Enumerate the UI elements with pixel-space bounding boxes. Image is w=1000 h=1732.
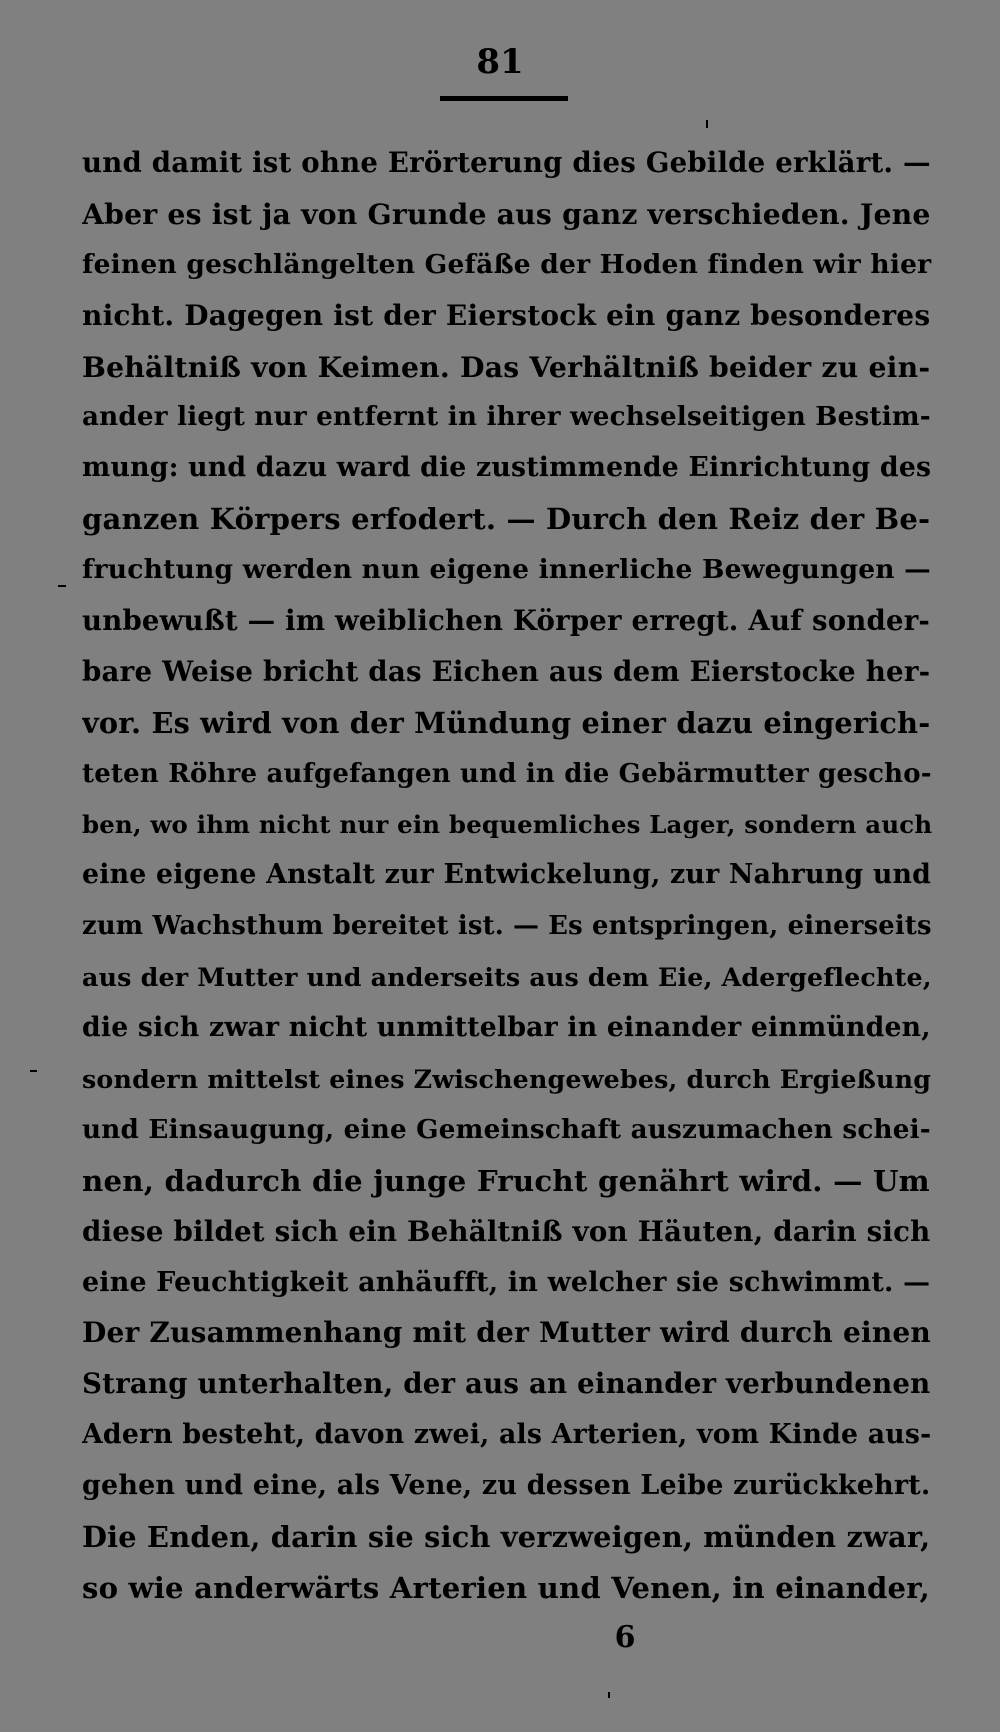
scan-speck [30,1070,37,1072]
text-line: Aber es ist ja von Grunde aus ganz verschieden. Jene [82,196,931,231]
page-number: 81 [476,42,524,82]
text-line: Der Zusammenhang mit der Mutter wird durch einen [82,1316,931,1350]
text-line: unbewußt — im weiblichen Körper erregt. Auf sonder- [82,605,931,638]
text-line: so wie anderwärts Arterien und Venen, in einander, [82,1570,930,1605]
header-rule [440,96,568,101]
text-line: vor. Es wird von der Mündung einer dazu eingerich- [82,705,931,740]
text-line: feinen geschlängelten Gefäße der Hoden finden wir hier [82,248,932,280]
text-line: eine Feuchtigkeit anhäufft, in welcher sie schwimmt. — [82,1266,931,1298]
text-line: diese bildet sich ein Behältniß von Häuten, darin sich [82,1214,931,1248]
text-line: ganzen Körpers erfodert. — Durch den Reiz der Be- [82,502,931,537]
text-line: Behältniß von Keimen. Das Verhältniß beider zu ein- [82,349,931,384]
text-line: aus der Mutter und anderseits aus dem Eie, Adergeflechte, [82,962,932,993]
text-line: zum Wachsthum bereitet ist. — Es entspringen, einerseits [82,911,932,942]
text-line: Die Enden, darin sie sich verzweigen, münden zwar, [82,1520,931,1555]
text-line: die sich zwar nicht unmittelbar in einander einmünden, [82,1012,931,1044]
text-line: ben, wo ihm nicht nur ein bequemliches Lager, sondern auch [82,809,932,839]
text-line: fruchtung werden nun eigene innerliche Bewegungen — [82,554,931,586]
text-line: ander liegt nur entfernt in ihrer wechselseitigen Bestim- [82,401,931,433]
body-text [82,138,932,1614]
text-line: mung: und dazu ward die zustimmende Einrichtung des [82,452,932,484]
scan-speck [608,1692,610,1698]
signature-mark: 6 [614,1620,636,1655]
text-line: nicht. Dagegen ist der Eierstock ein ganz besonderes [82,298,931,332]
scan-speck [58,585,66,587]
text-line: teten Röhre aufgefangen und in die Gebärmutter gescho- [82,758,932,789]
text-line: gehen und eine, als Vene, zu dessen Leibe zurückkehrt. [82,1470,931,1502]
text-line: Adern besteht, davon zwei, als Arterien, vom Kinde aus- [82,1419,932,1451]
text-line: bare Weise bricht das Eichen aus dem Eierstocke her- [82,654,931,688]
text-line: sondern mittelst eines Zwischengewebes, durch Ergießung [82,1064,932,1095]
text-line: und damit ist ohne Erörterung dies Gebilde erklärt. — [82,146,931,179]
scan-speck [706,120,708,128]
text-line: nen, dadurch die junge Frucht genährt wird. — Um [82,1163,930,1198]
text-line: eine eigene Anstalt zur Entwickelung, zur Nahrung und [82,859,932,891]
text-line: und Einsaugung, eine Gemeinschaft auszumachen schei- [82,1113,931,1145]
text-line: Strang unterhalten, der aus an einander verbundenen [82,1367,931,1401]
